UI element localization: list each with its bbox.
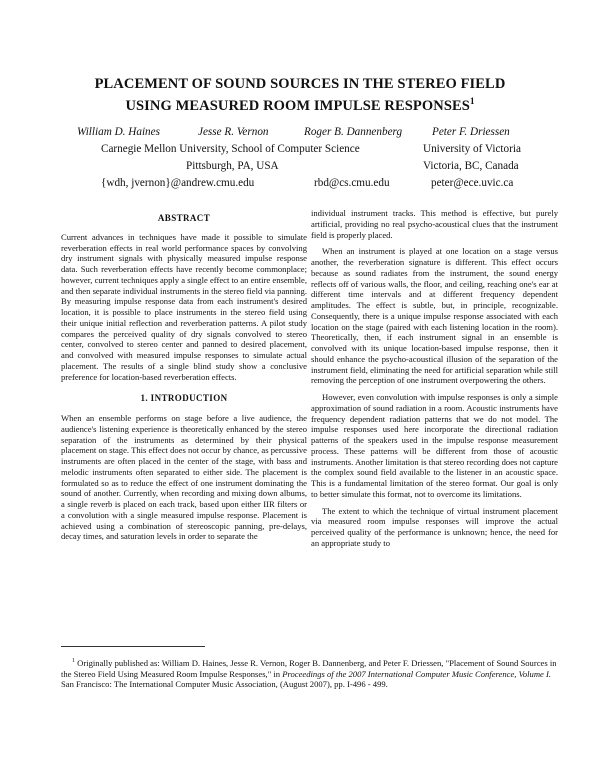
uvic-affiliation: University of Victoria (423, 143, 521, 155)
cmu-email-group: {wdh, jvernon}@andrew.cmu.edu (101, 177, 255, 189)
footnote-proceedings: Proceedings of the 2007 International Computer Music Conference, Volume I. (282, 668, 552, 679)
intro-paragraph-1-continued: individual instrument tracks. This method is effective, but purely artificial, providing no real psycho-acoustical clues that the instrument field is properly placed. (311, 208, 558, 240)
author-dannenberg: Roger B. Dannenberg (304, 126, 403, 138)
intro-paragraph-3: However, even convolution with impulse responses is only a simple approximation of sound radiation in a room. Acoustic instruments have frequency dependent radiation patterns that we do not model. The impulse responses used here incorporate the directional radiation patterns of the speakers used in the impulse response measurement process. These patterns will be different from those of acoustic instruments. Another limitation is that stereo recording does not capture the complex sound field available to the listener in an acoustic space. This is a fundamental limitation of the stereo format. Our goal is only to better simulate this format, not to overcome its limitations. (311, 392, 558, 499)
cmu-email-dannenberg: rbd@cs.cmu.edu (314, 177, 390, 189)
title-line-2: USING MEASURED ROOM IMPULSE RESPONSES$^1$ (125, 96, 475, 114)
footnote-text-end: San Francisco: The International Computer Music Association, (August 2007), pp. I-496 - 499. (61, 679, 388, 690)
cmu-affiliation: Carnegie Mellon University, School of Computer Science (101, 143, 360, 155)
intro-paragraph-4: The extent to which the technique of virtual instrument placement via measured room impulse responses will improve the actual perceived quality of the performance is unknown; hence, the need for an appropriate study to (311, 505, 558, 548)
author-driessen: Peter F. Driessen (432, 126, 510, 138)
right-column (311, 208, 558, 549)
title-footnote-mark: 1 (469, 96, 475, 106)
author-vernon: Jesse R. Vernon (198, 126, 269, 138)
left-column (61, 213, 307, 542)
title-line-1: PLACEMENT OF SOUND SOURCES IN THE STEREO FIELD (94, 76, 506, 92)
paper-title (60, 76, 540, 115)
abstract-text: Current advances in techniques have made it possible to simulate reverberation effects in real world performance spaces by convolving dry instrument signals with physically measured impulse response data. Such reverberation effects have recently become commonplace; however, current techniques apply a single effect to an entire ensemble, and then separate individual instruments in the stereo field via panning. By measuring impulse response data from each instrument's desired location, it is possible to place instruments in the stereo field using their unique initial reflection and reverberation patterns. A pilot study compares the perceived quality of dry signals convolved to stereo center, convolved to stereo center and panned to desired placement, and convolved with measured impulse responses to simulate actual placement. The results of a single blind study show a conclusive preference for location-based reverberation effects. (61, 231, 307, 382)
uvic-email: peter@ece.uvic.ca (431, 177, 514, 189)
footnote-text: Originally published as: William D. Haines, Jesse R. Vernon, Roger B. Dannenberg, and Peter F. Driessen, "Placement of Sound Sources in the Stereo Field Using Measured Room Impulse Responses," in (61, 657, 557, 679)
introduction-heading: 1. INTRODUCTION (140, 393, 228, 404)
intro-paragraph-1: When an ensemble performs on stage before a live audience, the audience's listening experience is theoretically enhanced by the stereo separation of the instruments as determined by their physical placement on stage. This effect does not occur by chance, as percussive instruments are often placed in the center of the stage, with bass and melodic instruments often separated to either side. The placement is formulated so as to reduce the effect of one instrument dominating the sound of another. Currently, when recording and mixing down albums, a single reverb is placed on each track, based upon either IIR filters or a convolution with a single measured impulse response. Placement is achieved using a combination of stereoscopic panning, pre-delays, decay times, and saturation levels in order to separate the (61, 413, 307, 542)
intro-paragraph-2: When an instrument is played at one location on a stage versus another, the reverberation signature is different. This effect occurs because as sound radiates from the instrument, the sound energy reflects off of various walls, the floor, and ceiling, reaching one's ear at different time intervals and at different frequency dependent amplitudes. The effect is subtle, but, in principle, recognizable. Consequently, there is a unique impulse response associated with each location on the stage (paired with each listening location in the room). Theoretically, then, if each instrument signal in an ensemble is convolved with its unique location-based impulse response, then it should enhance the psycho-acoustical illusion of the separation of the instrument field, eliminating the need for artificial separation while still removing the perception of one instrument overpowering the others. (311, 246, 558, 386)
cmu-location: Pittsburgh, PA, USA (186, 160, 279, 172)
footnote-mark: 1 (72, 658, 75, 664)
footnote-rule (61, 646, 205, 647)
uvic-location: Victoria, BC, Canada (423, 160, 519, 172)
author-haines: William D. Haines (77, 126, 160, 138)
footnote (61, 656, 558, 690)
abstract-heading: ABSTRACT (157, 213, 211, 223)
